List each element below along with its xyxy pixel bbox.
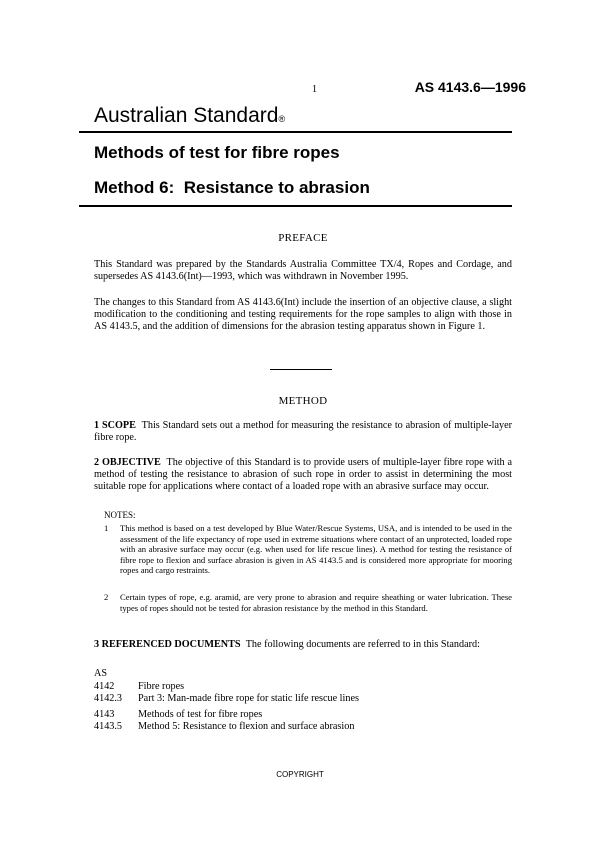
reference-code: 4142.3 [94,693,123,705]
method-heading: METHOD [278,395,328,407]
objective-clause [94,457,512,494]
preface-heading: PREFACE [278,232,328,244]
note-text: This method is based on a test developed by Blue Water/Rescue Systems, USA, and is intended to be used in the assessment of the life expectancy of rope used in extreme situations where contact of an unprotected, loaded rope with an abrasive surface may occur (e.g. when used for life rescue lines). A method for testing the resistance of fibre rope to flexion and surface abrasion is given in AS 4143.5 and is considered more appropriate for mooring ropes and cargo restraints. [120,523,512,576]
scope-text: This Standard sets out a method for measuring the resistance to abrasion of multiple-layer fibre rope. [94,420,513,444]
reference-code: 4143 [94,708,115,720]
preface-paragraph-2: The changes to this Standard from AS 4143.6(Int) include the insertion of an objective clause, a slight modification to the conditioning and testing requirements for the rope samples to align with those in AS 4143.5, and the addition of dimensions for the abrasion testing apparatus shown in Figure 1. [94,297,512,333]
reference-group [94,668,512,681]
reference-item [94,681,512,694]
note-number: 2 [104,592,109,602]
reference-item [94,721,512,734]
registered-mark: ® [278,114,286,124]
scope-clause [94,420,512,444]
reference-title: Methods of test for fibre ropes [138,708,263,720]
title-rule-top [79,131,512,133]
note-text: Certain types of rope, e.g. aramid, are very prone to abrasion and require sheathing or water lubrication. These types of ropes should not be tested for abrasion resistance by the method in this Standard. [120,592,512,613]
objective-label: 2 OBJECTIVE [94,457,161,468]
objective-text: The objective of this Standard is to provide users of multiple-layer fibre rope with a method of testing the resistance to abrasion of such rope in order to assist in determining the most suitable rope for applications where contact of a loaded rope with an abrasive surface may occur. [94,457,513,493]
page-number: 1 [312,84,317,95]
referenced-label: 3 REFERENCED DOCUMENTS [94,639,241,650]
reference-code: 4143.5 [94,721,123,733]
reference-title: Part 3: Man-made fibre rope for static life rescue lines [138,693,359,705]
reference-code: 4142 [94,680,115,692]
reference-title: Method 5: Resistance to flexion and surface abrasion [138,721,355,733]
reference-list [94,668,512,734]
section-divider [270,369,332,370]
reference-item [94,709,512,722]
copyright-footer: COPYRIGHT [276,770,324,779]
preface-paragraph-1: This Standard was prepared by the Standards Australia Committee TX/4, Ropes and Cordage, and supersedes AS 4143.6(Int)—1993, which was withdrawn in November 1995. [94,259,512,283]
reference-title: Fibre ropes [138,680,185,692]
scope-label: 1 SCOPE [94,420,136,431]
method-title: Method 6: Resistance to abrasion [94,178,370,197]
australian-standard-heading [94,104,285,128]
referenced-text: The following documents are referred to in this Standard: [245,639,480,650]
referenced-documents-clause [94,639,512,651]
series-title: Methods of test for fibre ropes [94,143,340,162]
notes-heading: NOTES: [104,510,136,520]
note-number: 1 [104,523,109,533]
title-rule-bottom [79,205,512,207]
australian-standard-text: Australian Standard [94,104,279,127]
reference-item [94,693,512,706]
reference-group-label: AS [94,668,108,679]
note-item [104,592,512,613]
standard-number: AS 4143.6—1996 [414,79,526,95]
note-item [104,523,512,576]
